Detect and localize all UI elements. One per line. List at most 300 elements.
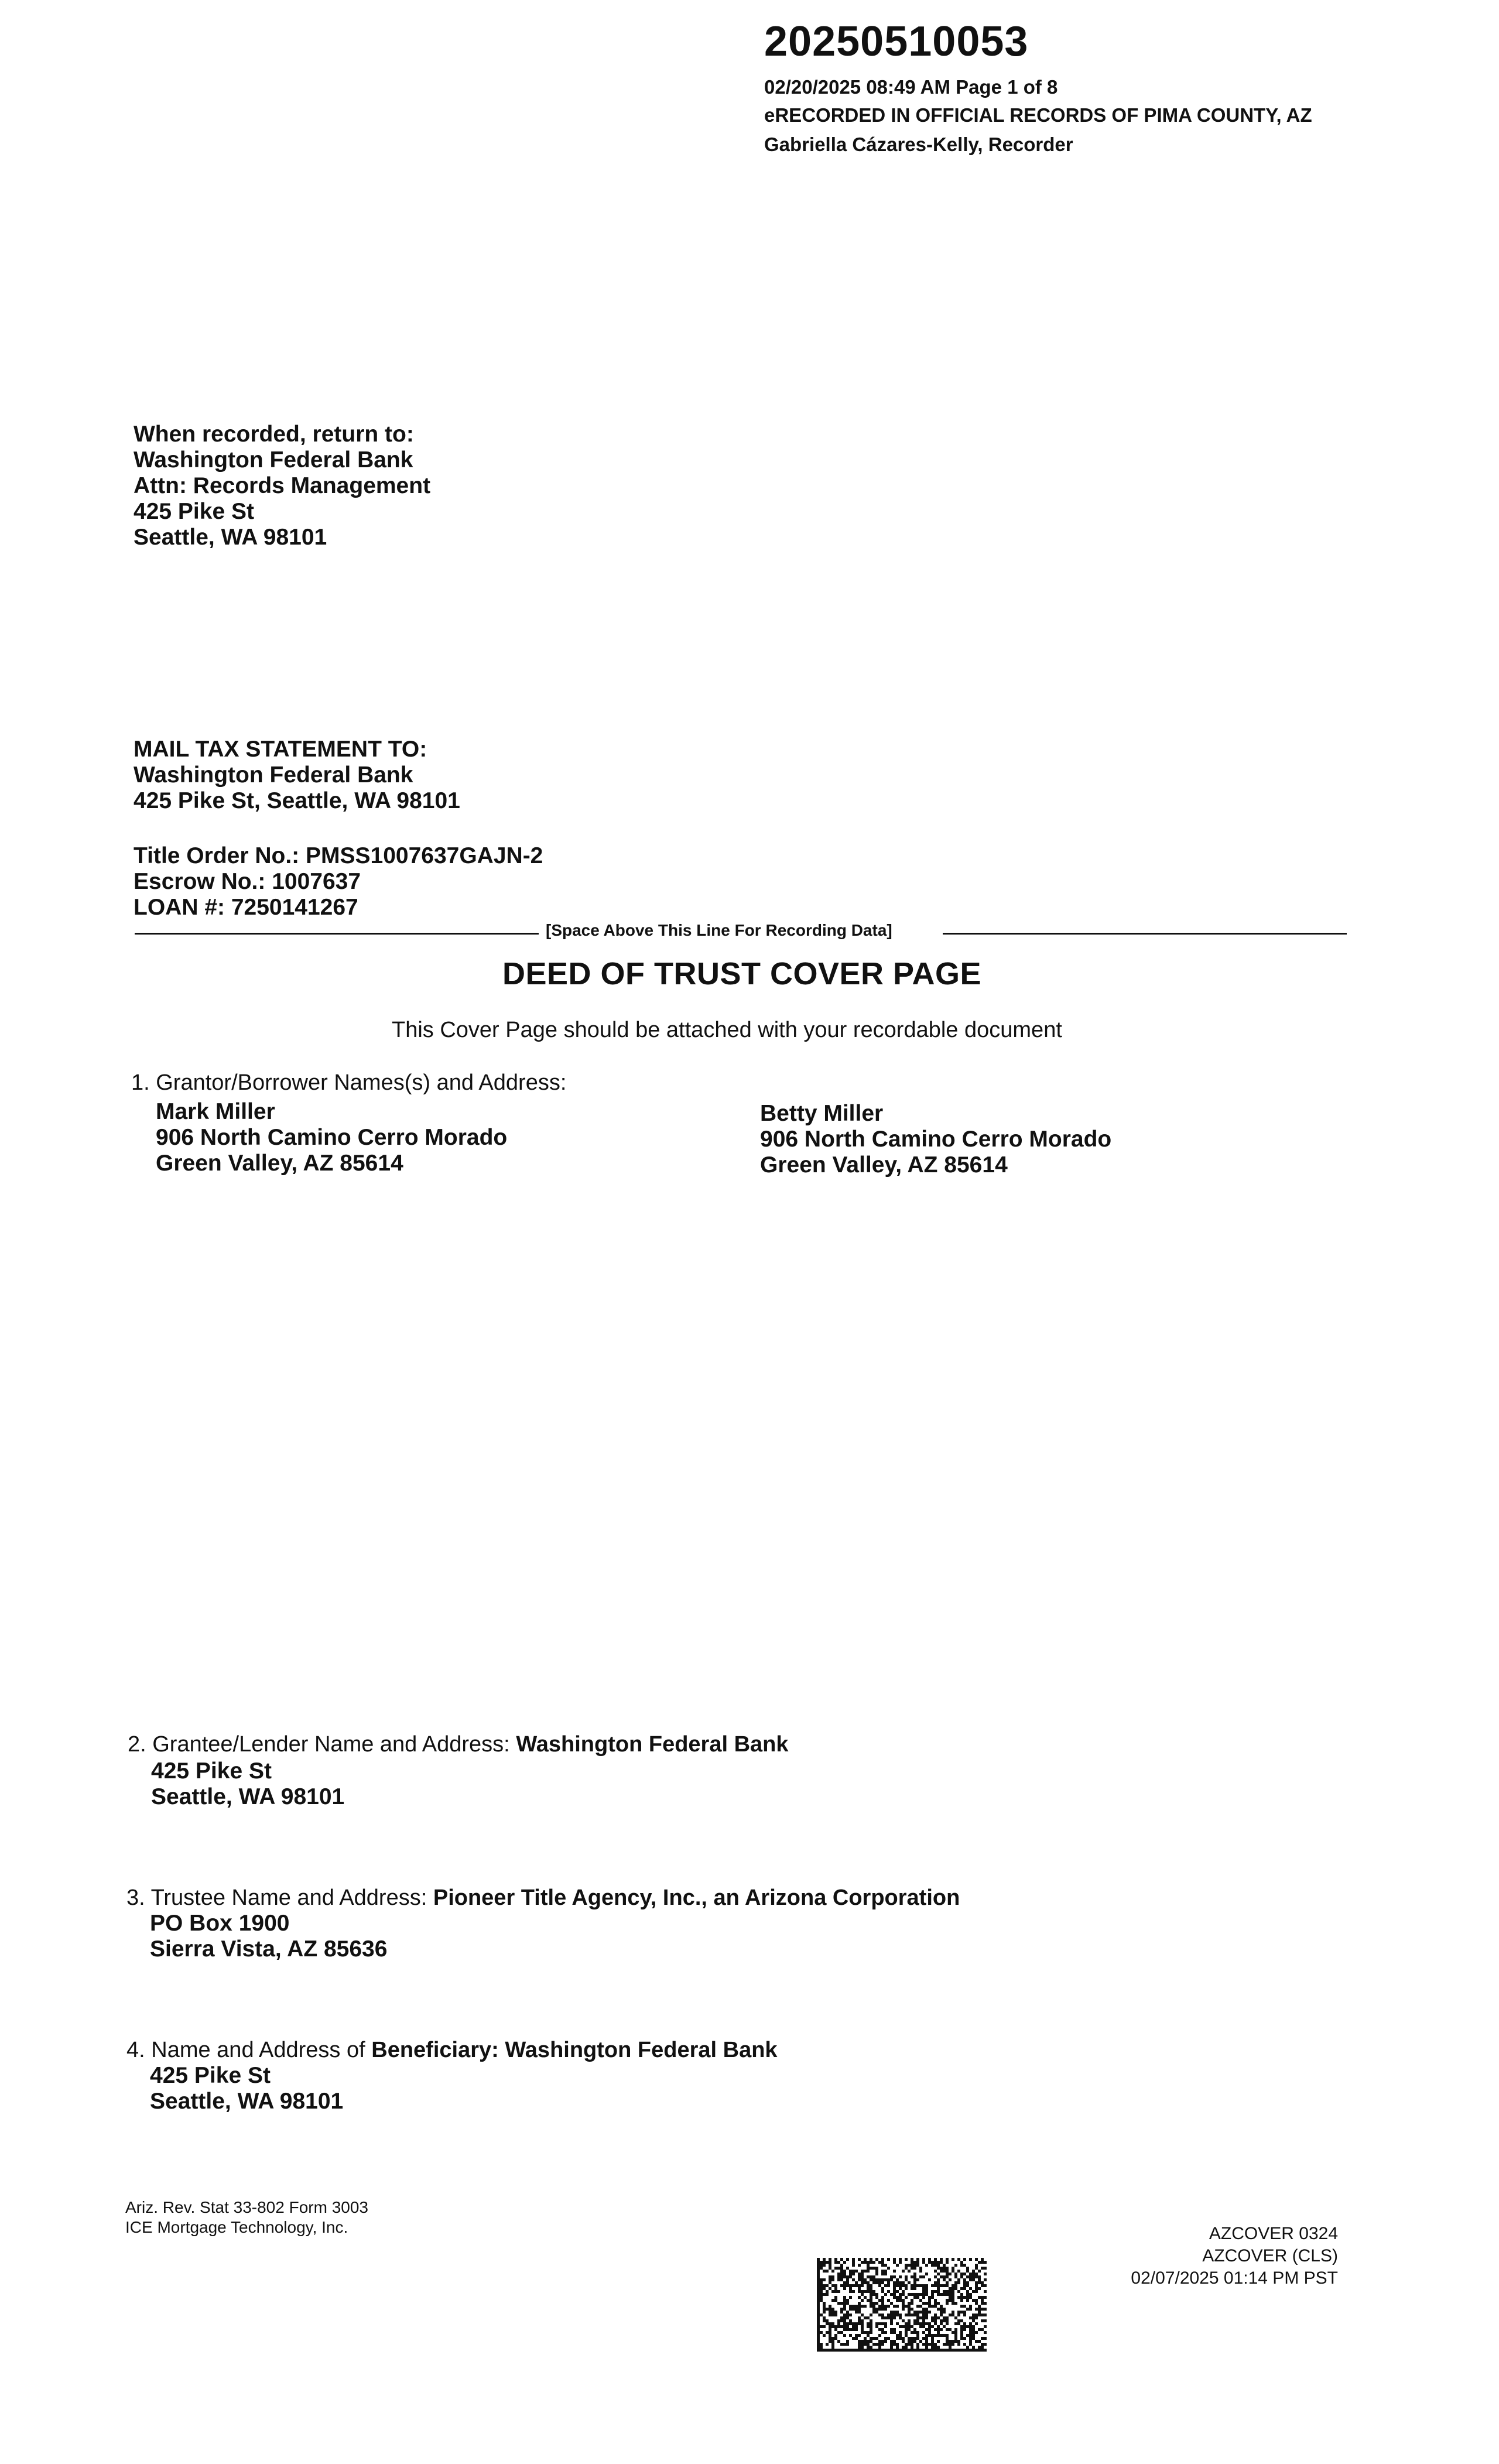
barcode-module [981,2343,984,2346]
barcode-module [890,2275,893,2278]
barcode-module [934,2346,937,2349]
barcode-module [902,2319,905,2322]
barcode-module [834,2261,837,2264]
barcode-module [829,2261,831,2264]
barcode-module [913,2287,916,2290]
barcode-module [896,2337,899,2340]
barcode-module [954,2281,957,2284]
barcode-module [969,2308,972,2311]
barcode-module [954,2331,957,2334]
barcode-module [916,2314,919,2316]
barcode-module [952,2290,954,2293]
barcode-module [966,2267,969,2270]
barcode-module [975,2299,978,2302]
barcode-module [823,2311,826,2314]
barcode-module [826,2290,829,2293]
barcode-module [905,2275,908,2278]
barcode-module [908,2308,911,2311]
barcode-module [884,2264,887,2267]
barcode-module [963,2281,966,2284]
barcode-module [829,2267,831,2270]
barcode-module [855,2308,858,2311]
barcode-module [817,2316,820,2319]
barcode-module [981,2299,984,2302]
barcode-module [852,2322,855,2325]
barcode-module [934,2314,937,2316]
barcode-module [969,2331,972,2334]
barcode-module [981,2302,984,2305]
barcode-module [826,2331,829,2334]
barcode-module [902,2290,905,2293]
barcode-module [896,2281,899,2284]
barcode-module [899,2261,902,2264]
barcode-module [913,2331,916,2334]
barcode-module [875,2337,878,2340]
barcode-module [861,2261,864,2264]
barcode-module [925,2328,928,2331]
barcode-module [981,2319,984,2322]
barcode-module [972,2275,975,2278]
barcode-module [849,2328,852,2331]
barcode-module [893,2258,896,2261]
barcode-module [823,2278,826,2281]
recorder-line: Gabriella Cázares-Kelly, Recorder [764,134,1073,155]
barcode-module [896,2264,899,2267]
barcode-module [893,2284,896,2287]
barcode-module [978,2308,981,2311]
barcode-module [931,2325,934,2328]
barcode-module [867,2267,870,2270]
barcode-module [911,2337,913,2340]
barcode-module [902,2270,905,2273]
barcode-module [931,2343,934,2346]
barcode-module [949,2349,952,2352]
barcode-module [896,2314,899,2316]
barcode-module [957,2314,960,2316]
section4-heading [126,2038,778,2063]
barcode-module [870,2349,872,2352]
barcode-module [858,2290,861,2293]
barcode-module [899,2337,902,2340]
barcode-module [963,2325,966,2328]
barcode-module [881,2308,884,2311]
barcode-module [966,2346,969,2349]
barcode-module [922,2343,925,2346]
barcode-module [922,2258,925,2261]
barcode-module [861,2293,864,2296]
barcode-module [969,2334,972,2337]
barcode-module [952,2296,954,2299]
barcode-module [899,2299,902,2302]
barcode-module [957,2340,960,2343]
barcode-module [858,2278,861,2281]
barcode-module [940,2258,943,2261]
barcode-module [852,2305,855,2308]
tax-statement-line: 425 Pike St, Seattle, WA 98101 [134,788,460,813]
barcode-module [817,2290,820,2293]
barcode-module [954,2284,957,2287]
barcode-module [829,2328,831,2331]
barcode-module [911,2346,913,2349]
barcode-module [922,2325,925,2328]
barcode-module [870,2278,872,2281]
recorded-in-line: eRECORDED IN OFFICIAL RECORDS OF PIMA COUNTY, AZ [764,104,1312,126]
barcode-module [817,2328,820,2331]
barcode-module [943,2343,946,2346]
barcode-module [981,2281,984,2284]
2d-barcode-icon [817,2258,987,2352]
barcode-module [858,2346,861,2349]
barcode-module [878,2340,881,2343]
barcode-module [834,2287,837,2290]
barcode-module [911,2261,913,2264]
barcode-module [829,2340,831,2343]
barcode-module [881,2270,884,2273]
barcode-module [975,2340,978,2343]
barcode-module [855,2305,858,2308]
barcode-module [984,2302,987,2305]
barcode-module [846,2299,849,2302]
barcode-module [957,2322,960,2325]
barcode-module [861,2273,864,2275]
barcode-module [846,2275,849,2278]
barcode-module [864,2349,867,2352]
barcode-module [957,2290,960,2293]
barcode-module [922,2316,925,2319]
barcode-module [893,2261,896,2264]
barcode-module [855,2311,858,2314]
barcode-module [913,2349,916,2352]
barcode-module [867,2343,870,2346]
barcode-module [837,2331,840,2334]
barcode-module [931,2349,934,2352]
recording-number: 20250510053 [764,18,1029,65]
barcode-module [952,2258,954,2261]
barcode-module [984,2261,987,2264]
barcode-module [934,2281,937,2284]
barcode-module [975,2308,978,2311]
barcode-module [966,2334,969,2337]
barcode-module [969,2325,972,2328]
barcode-module [820,2284,823,2287]
barcode-module [829,2305,831,2308]
barcode-module [878,2314,881,2316]
barcode-module [872,2261,875,2264]
barcode-module [861,2328,864,2331]
barcode-module [861,2314,864,2316]
document-title: DEED OF TRUST COVER PAGE [502,956,982,991]
barcode-module [934,2305,937,2308]
barcode-module [896,2299,899,2302]
barcode-module [919,2293,922,2296]
barcode-module [963,2314,966,2316]
barcode-module [881,2322,884,2325]
barcode-module [931,2264,934,2267]
barcode-module [978,2340,981,2343]
escrow-number: Escrow No.: 1007637 [134,869,361,894]
barcode-module [905,2287,908,2290]
barcode-module [902,2281,905,2284]
barcode-module [937,2261,940,2264]
barcode-module [969,2349,972,2352]
barcode-module [954,2264,957,2267]
barcode-module [881,2314,884,2316]
barcode-module [913,2296,916,2299]
barcode-module [937,2302,940,2305]
barcode-module [934,2290,937,2293]
barcode-module [908,2322,911,2325]
barcode-module [943,2325,946,2328]
barcode-module [949,2328,952,2331]
barcode-module [840,2264,843,2267]
barcode-module [940,2284,943,2287]
barcode-module [949,2293,952,2296]
barcode-module [884,2284,887,2287]
barcode-module [884,2325,887,2328]
barcode-module [872,2281,875,2284]
barcode-module [911,2343,913,2346]
barcode-module [952,2267,954,2270]
footer-form-code-cls: AZCOVER (CLS) [1202,2246,1338,2265]
barcode-module [861,2281,864,2284]
barcode-module [934,2264,937,2267]
barcode-module [870,2325,872,2328]
barcode-module [957,2343,960,2346]
barcode-module [966,2325,969,2328]
barcode-module [908,2305,911,2308]
barcode-module [937,2273,940,2275]
barcode-module [949,2290,952,2293]
barcode-module [875,2349,878,2352]
barcode-module [831,2314,834,2316]
barcode-module [875,2258,878,2261]
barcode-module [931,2293,934,2296]
barcode-module [858,2349,861,2352]
barcode-module [960,2264,963,2267]
barcode-module [893,2287,896,2290]
barcode-module [829,2314,831,2316]
barcode-module [908,2340,911,2343]
barcode-module [870,2331,872,2334]
tax-statement-label: MAIL TAX STATEMENT TO: [134,737,427,762]
barcode-module [834,2325,837,2328]
barcode-module [817,2314,820,2316]
barcode-module [867,2322,870,2325]
barcode-module [831,2275,834,2278]
barcode-module [884,2340,887,2343]
barcode-module [905,2322,908,2325]
barcode-module [911,2293,913,2296]
recording-datetime-page: 02/20/2025 08:49 AM Page 1 of 8 [764,76,1058,98]
barcode-module [934,2261,937,2264]
borrower-2 [760,1101,1111,1178]
barcode-module [872,2293,875,2296]
barcode-module [937,2328,940,2331]
barcode-module [890,2302,893,2305]
barcode-module [963,2296,966,2299]
barcode-module [837,2273,840,2275]
barcode-module [957,2311,960,2314]
barcode-module [928,2343,931,2346]
barcode-module [849,2305,852,2308]
barcode-module [919,2267,922,2270]
barcode-module [978,2296,981,2299]
footer-form-code: AZCOVER 0324 [1209,2224,1338,2243]
barcode-module [984,2337,987,2340]
barcode-module [834,2328,837,2331]
barcode-module [966,2299,969,2302]
barcode-module [911,2267,913,2270]
barcode-module [858,2302,861,2305]
barcode-module [969,2278,972,2281]
barcode-module [937,2281,940,2284]
barcode-module [896,2346,899,2349]
barcode-module [922,2314,925,2316]
section2-heading [128,1732,789,1757]
address-line: Seattle, WA 98101 [150,2089,344,2114]
barcode-module [890,2316,893,2319]
barcode-module [978,2346,981,2349]
barcode-module [840,2270,843,2273]
barcode-module [820,2264,823,2267]
barcode-module [831,2337,834,2340]
barcode-module [937,2284,940,2287]
footer-print-datetime: 02/07/2025 01:14 PM PST [1131,2268,1338,2288]
address-line: 425 Pike St [151,1758,272,1784]
barcode-module [878,2346,881,2349]
barcode-module [837,2278,840,2281]
barcode-module [893,2305,896,2308]
barcode-module [899,2316,902,2319]
barcode-module [916,2331,919,2334]
barcode-module [946,2261,949,2264]
barcode-module [864,2281,867,2284]
barcode-module [864,2305,867,2308]
barcode-module [849,2284,852,2287]
barcode-module [817,2287,820,2290]
barcode-module [949,2314,952,2316]
barcode-module [872,2343,875,2346]
barcode-module [946,2319,949,2322]
barcode-module [908,2328,911,2331]
barcode-module [946,2343,949,2346]
barcode-module [975,2314,978,2316]
barcode-module [899,2331,902,2334]
barcode-module [966,2284,969,2287]
barcode-module [925,2349,928,2352]
barcode-module [849,2296,852,2299]
barcode-module [905,2314,908,2316]
barcode-module [913,2311,916,2314]
barcode-module [946,2258,949,2261]
barcode-module [931,2290,934,2293]
barcode-module [849,2290,852,2293]
barcode-module [911,2299,913,2302]
barcode-module [925,2337,928,2340]
barcode-module [872,2305,875,2308]
barcode-module [963,2349,966,2352]
barcode-module [946,2316,949,2319]
barcode-module [911,2302,913,2305]
barcode-module [817,2337,820,2340]
barcode-module [864,2278,867,2281]
barcode-module [820,2293,823,2296]
barcode-module [905,2296,908,2299]
barcode-module [943,2278,946,2281]
barcode-module [817,2296,820,2299]
barcode-module [972,2346,975,2349]
barcode-module [952,2287,954,2290]
barcode-module [887,2316,890,2319]
barcode-module [972,2319,975,2322]
barcode-module [946,2281,949,2284]
barcode-module [943,2349,946,2352]
barcode-module [846,2267,849,2270]
barcode-module [984,2331,987,2334]
barcode-module [928,2302,931,2305]
barcode-module [946,2290,949,2293]
barcode-module [823,2258,826,2261]
barcode-module [870,2290,872,2293]
barcode-module [817,2346,820,2349]
barcode-module [831,2284,834,2287]
barcode-module [960,2299,963,2302]
barcode-module [922,2290,925,2293]
barcode-module [870,2305,872,2308]
barcode-module [831,2340,834,2343]
barcode-module [820,2325,823,2328]
return-to-label: When recorded, return to: [134,422,414,447]
barcode-module [820,2299,823,2302]
barcode-module [981,2308,984,2311]
barcode-module [972,2273,975,2275]
barcode-module [884,2316,887,2319]
return-to-line: Attn: Records Management [134,473,431,498]
barcode-module [881,2261,884,2264]
barcode-module [852,2328,855,2331]
barcode-module [925,2264,928,2267]
barcode-module [899,2281,902,2284]
barcode-module [837,2261,840,2264]
barcode-module [823,2349,826,2352]
footer-statute: Ariz. Rev. Stat 33-802 Form 3003 [125,2198,368,2216]
barcode-module [937,2293,940,2296]
barcode-module [928,2322,931,2325]
barcode-module [884,2305,887,2308]
barcode-module [922,2308,925,2311]
barcode-module [966,2270,969,2273]
barcode-module [872,2290,875,2293]
barcode-module [843,2261,846,2264]
section3-heading [126,1885,960,1911]
barcode-module [946,2299,949,2302]
barcode-module [981,2284,984,2287]
barcode-module [855,2328,858,2331]
barcode-module [919,2340,922,2343]
barcode-module [890,2293,893,2296]
barcode-module [867,2264,870,2267]
barcode-module [928,2349,931,2352]
barcode-module [872,2267,875,2270]
barcode-module [878,2349,881,2352]
barcode-module [975,2287,978,2290]
barcode-module [908,2302,911,2305]
loan-number: LOAN #: 7250141267 [134,895,358,920]
barcode-module [826,2319,829,2322]
barcode-module [881,2287,884,2290]
barcode-module [843,2308,846,2311]
barcode-module [899,2293,902,2296]
